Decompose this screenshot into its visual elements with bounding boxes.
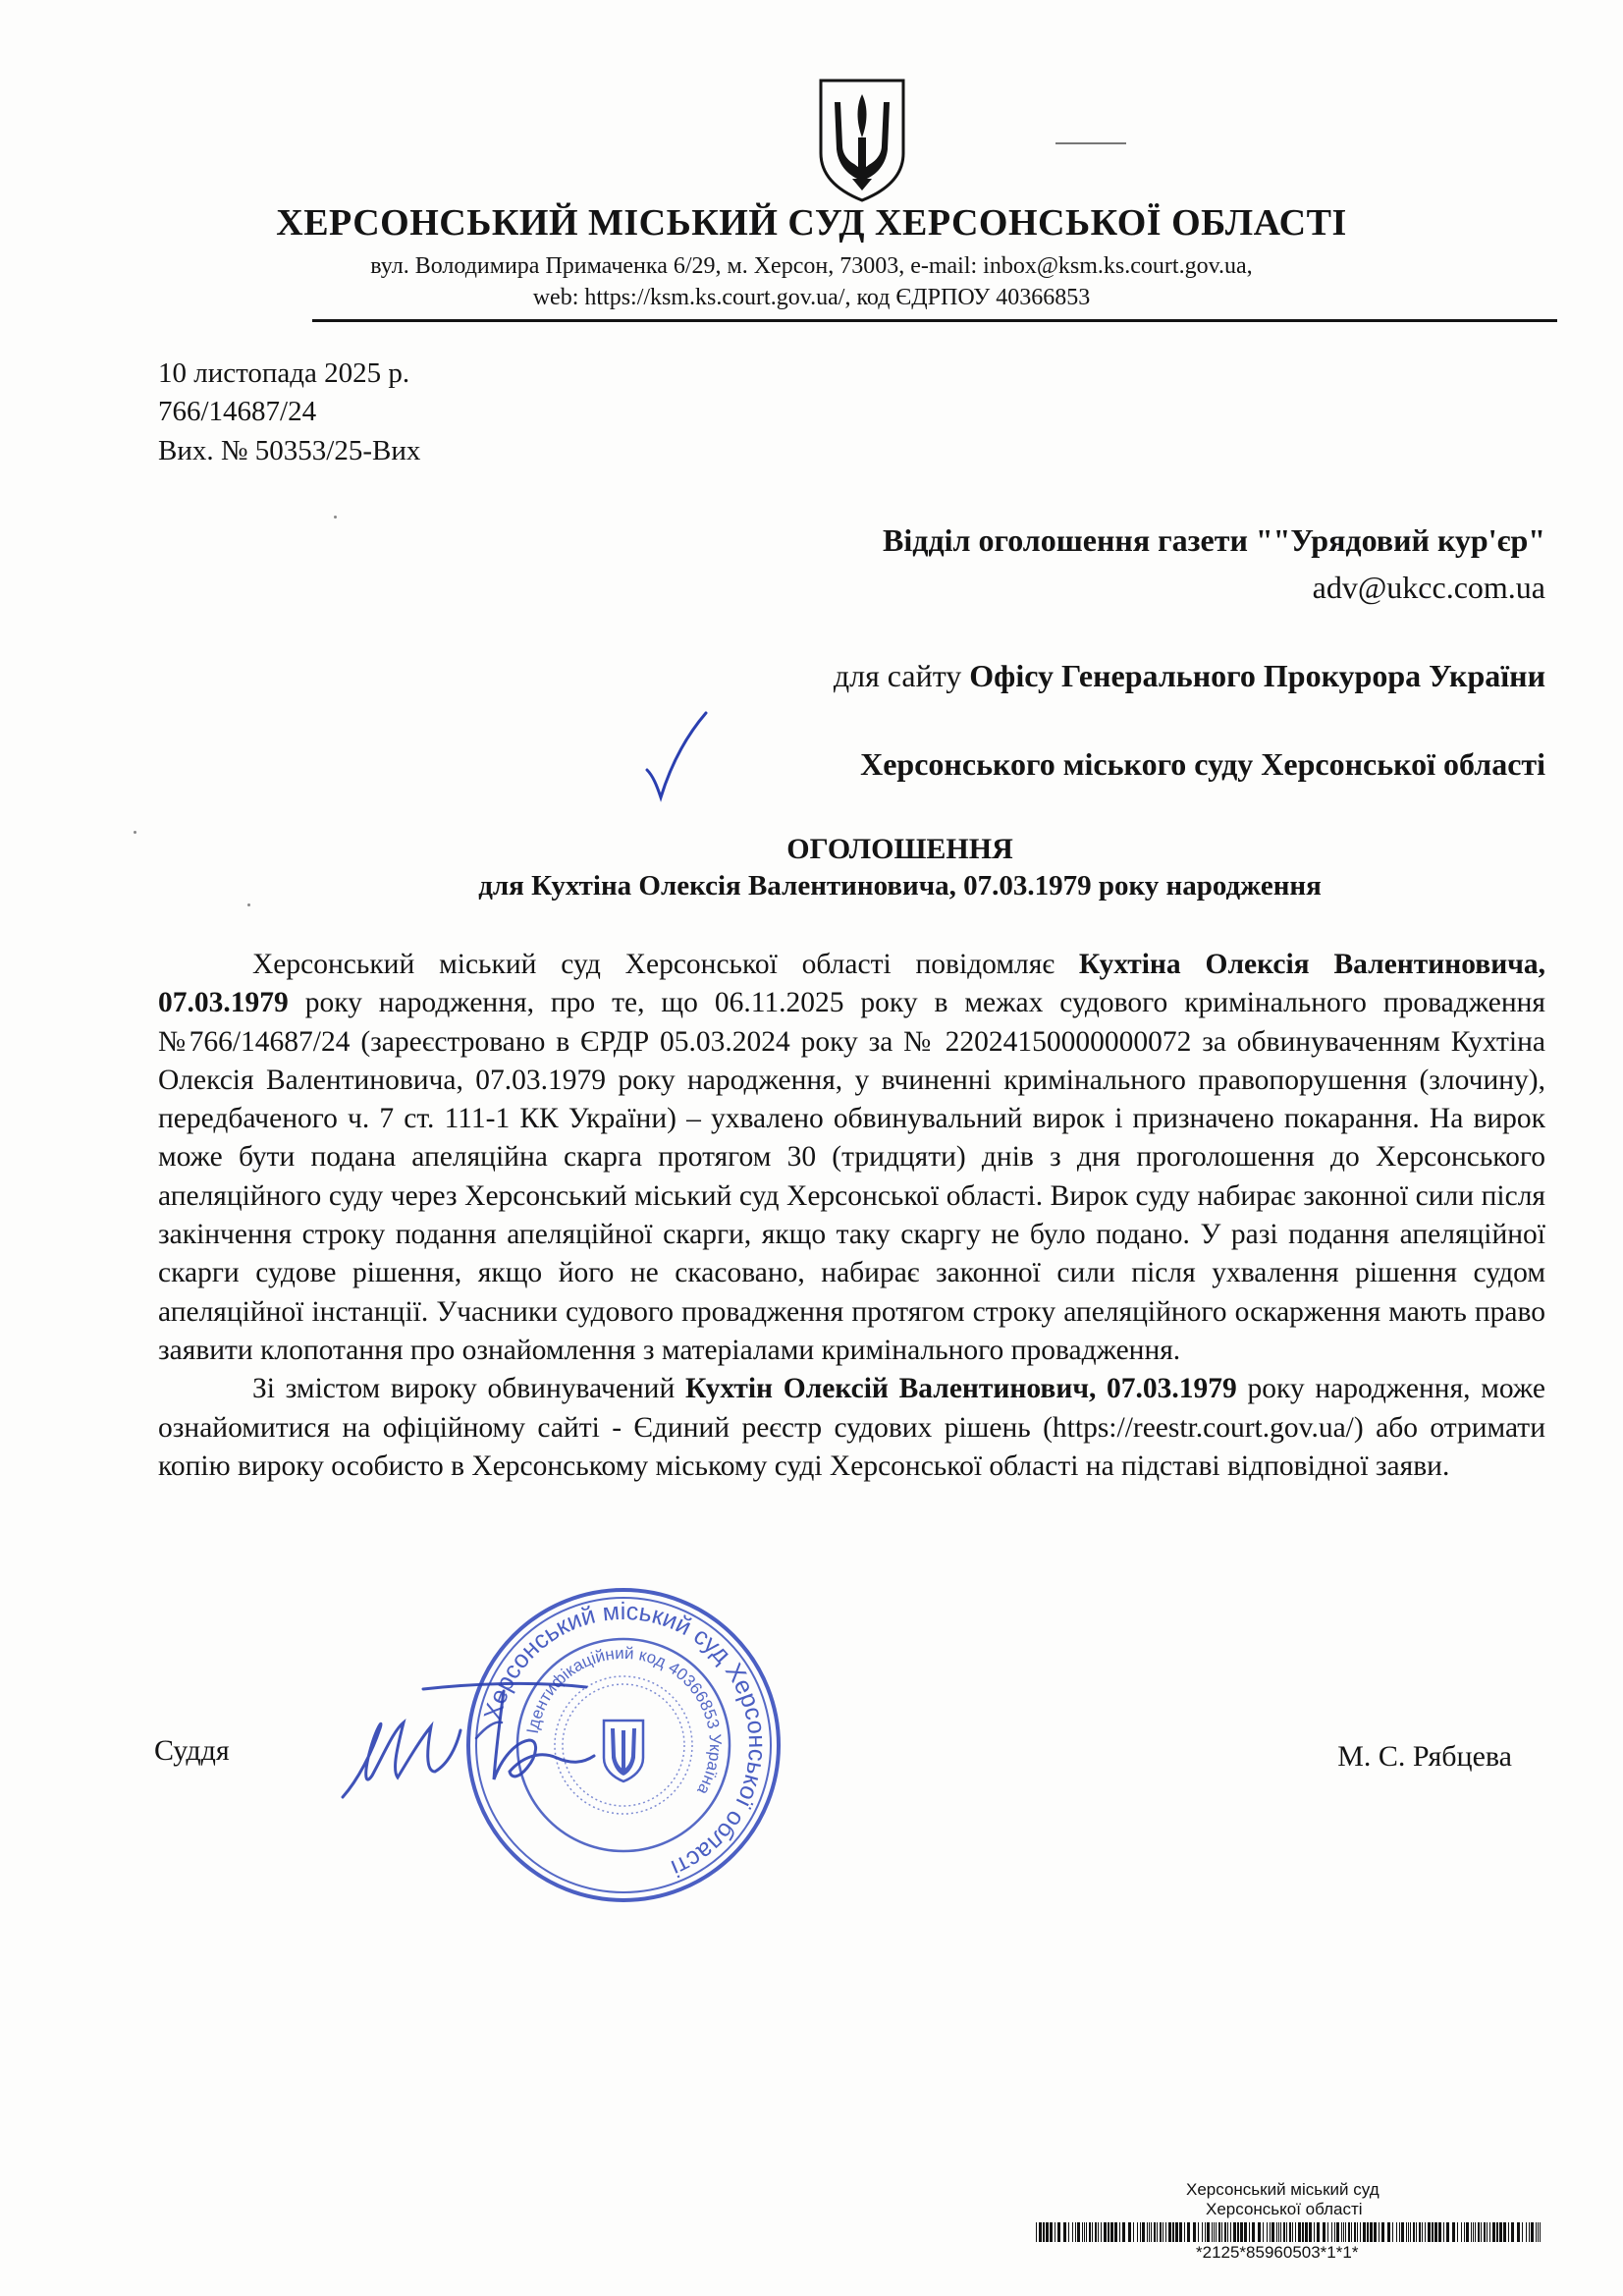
barcode-bar bbox=[1289, 2222, 1291, 2242]
barcode-bar bbox=[1432, 2222, 1434, 2242]
barcode-bar bbox=[1360, 2222, 1361, 2242]
barcode-bar bbox=[1168, 2222, 1171, 2242]
barcode-bar bbox=[1108, 2222, 1109, 2242]
seal-inner-text: Ідентифікаційний код 40366853 Україна bbox=[522, 1643, 726, 1798]
announcement-body bbox=[158, 946, 1545, 1486]
barcode-bar bbox=[1128, 2222, 1131, 2242]
barcode-bar bbox=[1095, 2222, 1097, 2242]
barcode-bar bbox=[1263, 2222, 1264, 2242]
barcode-bar bbox=[1292, 2222, 1293, 2242]
barcode-bar bbox=[1198, 2222, 1199, 2242]
barcode-bar bbox=[1457, 2222, 1458, 2242]
barcode-bar bbox=[1165, 2222, 1166, 2242]
barcode-bar bbox=[1046, 2222, 1049, 2242]
barcode-bar bbox=[1531, 2222, 1534, 2242]
barcode-bar bbox=[1104, 2222, 1107, 2242]
barcode-bar bbox=[1473, 2222, 1474, 2242]
recipient-newspaper-email: adv@ukcc.com.ua bbox=[1312, 570, 1545, 605]
barcode-bar bbox=[1043, 2222, 1045, 2242]
barcode-bar bbox=[1101, 2222, 1102, 2242]
scan-artifact bbox=[1055, 142, 1126, 144]
barcode-bar bbox=[1252, 2222, 1255, 2242]
scan-speck bbox=[247, 903, 250, 906]
barcode-bar bbox=[1221, 2222, 1222, 2242]
barcode-bar bbox=[1471, 2222, 1472, 2242]
barcode-bar bbox=[1184, 2222, 1185, 2242]
barcode-bar bbox=[1154, 2222, 1156, 2242]
barcode-bar bbox=[1503, 2222, 1506, 2242]
barcode-bar bbox=[1160, 2222, 1162, 2242]
barcode-bar bbox=[1336, 2222, 1339, 2242]
barcode-bar bbox=[1110, 2222, 1113, 2242]
barcode-bar bbox=[1140, 2222, 1141, 2242]
barcode-bar bbox=[1489, 2222, 1490, 2242]
barcode-bar bbox=[1345, 2222, 1346, 2242]
barcode-bar bbox=[1205, 2222, 1206, 2242]
barcode-bar bbox=[1396, 2222, 1397, 2242]
barcode-bar bbox=[1193, 2222, 1196, 2242]
barcode-bar bbox=[1367, 2222, 1369, 2242]
barcode-bar bbox=[1283, 2222, 1285, 2242]
barcode-bar bbox=[1179, 2222, 1182, 2242]
barcode-bar bbox=[1452, 2222, 1455, 2242]
barcode-bar bbox=[1461, 2222, 1462, 2242]
barcode-bar bbox=[1122, 2222, 1125, 2242]
barcode-bar bbox=[1119, 2222, 1120, 2242]
barcode-number: *2125*85960503*1*1* bbox=[1196, 2243, 1359, 2262]
barcode-bar bbox=[1267, 2222, 1268, 2242]
barcode-bar bbox=[1142, 2222, 1145, 2242]
barcode-bar bbox=[1305, 2222, 1308, 2242]
barcode-label-court: Херсонський міський суд bbox=[1186, 2180, 1380, 2199]
barcode-bar bbox=[1529, 2222, 1530, 2242]
barcode-bar bbox=[1214, 2222, 1215, 2242]
signer-name: М. С. Рябцева bbox=[1337, 1740, 1512, 1773]
barcode-bar bbox=[1526, 2222, 1527, 2242]
barcode-bar bbox=[1464, 2222, 1465, 2242]
barcode-bar bbox=[1484, 2222, 1486, 2242]
barcode-bar bbox=[1508, 2222, 1509, 2242]
barcode-bar bbox=[1075, 2222, 1076, 2242]
barcode-bar bbox=[1413, 2222, 1415, 2242]
paragraph: Зі змістом вироку обвинувачений Кухтін Олексій Валентинович, 07.03.1979 року народження, може ознайомитися на офіційному сайті - Єдиний реєстр судових рішень (https://reestr.court.gov.ua/) або отримати копію вироку особисто в Херсонському міському суді Херсонської області на підставі відповідної заяви. bbox=[158, 1373, 1545, 1482]
barcode-bar bbox=[1218, 2222, 1220, 2242]
announcement-subtitle: для Кухтіна Олексія Валентиновича, 07.03.1979 року народження bbox=[478, 870, 1322, 902]
barcode-bar bbox=[1258, 2222, 1261, 2242]
checkmark-icon bbox=[643, 707, 712, 805]
signature bbox=[329, 1669, 653, 1827]
letter-date: 10 листопада 2025 р. bbox=[158, 357, 410, 389]
barcode-bar bbox=[1443, 2222, 1444, 2242]
barcode-bar bbox=[1084, 2222, 1085, 2242]
barcode-bar bbox=[1063, 2222, 1066, 2242]
barcode-bar bbox=[1039, 2222, 1042, 2242]
court-address-line: вул. Володимира Примаченка 6/29, м. Херсон, 73003, e-mail: inbox@ksm.ks.court.gov.ua, bbox=[370, 253, 1253, 279]
barcode-bar bbox=[1399, 2222, 1400, 2242]
barcode-bar bbox=[1212, 2222, 1213, 2242]
barcode-bar bbox=[1207, 2222, 1210, 2242]
barcode-bar bbox=[1077, 2222, 1080, 2242]
barcode-bar bbox=[1092, 2222, 1093, 2242]
barcode-bar bbox=[1230, 2222, 1231, 2242]
barcode-bar bbox=[1538, 2222, 1539, 2242]
barcode-bar bbox=[1428, 2222, 1431, 2242]
barcode-bar bbox=[1249, 2222, 1250, 2242]
barcode-bar bbox=[1341, 2222, 1342, 2242]
barcode-bar bbox=[1357, 2222, 1358, 2242]
barcode-bar bbox=[1475, 2222, 1476, 2242]
barcode-bar bbox=[1157, 2222, 1158, 2242]
seal-outer-text: Херсонський міський суд Херсонської області bbox=[478, 1597, 772, 1883]
barcode-bar bbox=[1446, 2222, 1449, 2242]
recipient-prosecutor: для сайту Офісу Генерального Прокурора України bbox=[833, 658, 1545, 693]
barcode-bar bbox=[1233, 2222, 1236, 2242]
barcode-bar bbox=[1068, 2222, 1069, 2242]
barcode-bar bbox=[1327, 2222, 1328, 2242]
barcode-bar bbox=[1298, 2222, 1301, 2242]
barcode-bar bbox=[1406, 2222, 1407, 2242]
barcode-bar bbox=[1050, 2222, 1053, 2242]
signer-role: Суддя bbox=[154, 1734, 230, 1767]
barcode-bar bbox=[1036, 2222, 1037, 2242]
barcode-bar bbox=[1487, 2222, 1488, 2242]
barcode-bar bbox=[1175, 2222, 1178, 2242]
barcode-bar bbox=[1348, 2222, 1350, 2242]
barcode-bar bbox=[1374, 2222, 1377, 2242]
barcode-label-region: Херсонської області bbox=[1206, 2200, 1363, 2218]
barcode-bar bbox=[1057, 2222, 1060, 2242]
barcode-bar bbox=[1323, 2222, 1325, 2242]
barcode-bar bbox=[1317, 2222, 1320, 2242]
barcode-bar bbox=[1354, 2222, 1356, 2242]
barcode-bar bbox=[1227, 2222, 1228, 2242]
barcode-bar bbox=[1309, 2222, 1312, 2242]
barcode-bar bbox=[1387, 2222, 1390, 2242]
barcode-bar bbox=[1481, 2222, 1482, 2242]
barcode-bar bbox=[1434, 2222, 1437, 2242]
announcement-title: ОГОЛОШЕННЯ bbox=[786, 833, 1013, 865]
barcode-bar bbox=[1149, 2222, 1150, 2242]
barcode-bar bbox=[1137, 2222, 1138, 2242]
barcode-bar bbox=[1381, 2222, 1384, 2242]
barcode-bar bbox=[1392, 2222, 1393, 2242]
barcode-bar bbox=[1363, 2222, 1366, 2242]
barcode-bar bbox=[1151, 2222, 1152, 2242]
barcode-bar bbox=[1401, 2222, 1404, 2242]
barcode-bar bbox=[1422, 2222, 1423, 2242]
barcode-bar bbox=[1438, 2222, 1441, 2242]
barcode-bar bbox=[1425, 2222, 1426, 2242]
barcode-bar bbox=[1089, 2222, 1091, 2242]
barcode-bar bbox=[1410, 2222, 1411, 2242]
barcode-bar bbox=[1224, 2222, 1226, 2242]
barcode-bar bbox=[1370, 2222, 1373, 2242]
barcode-bar bbox=[1271, 2222, 1274, 2242]
barcode-bar bbox=[1244, 2222, 1247, 2242]
barcode-bar bbox=[1278, 2222, 1279, 2242]
barcode-bar bbox=[1416, 2222, 1417, 2242]
barcode-bar bbox=[1540, 2222, 1541, 2242]
barcode-bar bbox=[1302, 2222, 1304, 2242]
barcode-bar bbox=[1286, 2222, 1287, 2242]
barcode-bar bbox=[1522, 2222, 1523, 2242]
scan-speck bbox=[334, 516, 337, 519]
barcode-bar bbox=[1202, 2222, 1203, 2242]
court-web-line: web: https://ksm.ks.court.gov.ua/, код ЄДРПОУ 40366853 bbox=[532, 285, 1091, 310]
barcode-bar bbox=[1331, 2222, 1332, 2242]
barcode-bar bbox=[1172, 2222, 1174, 2242]
barcode-bar bbox=[1334, 2222, 1335, 2242]
recipient-newspaper: Відділ оголошення газети ""Урядовий кур'єр" bbox=[883, 522, 1545, 558]
barcode-bar bbox=[1237, 2222, 1239, 2242]
barcode-bar bbox=[1280, 2222, 1281, 2242]
barcode-bar bbox=[1492, 2222, 1495, 2242]
court-title: ХЕРСОНСЬКИЙ МІСЬКИЙ СУД ХЕРСОНСЬКОЇ ОБЛАСТІ bbox=[276, 202, 1347, 244]
recipient-court-site: Херсонського міського суду Херсонської області bbox=[860, 746, 1545, 782]
case-number: 766/14687/24 bbox=[158, 396, 317, 427]
barcode-bar bbox=[1295, 2222, 1296, 2242]
paragraph: Херсонський міський суд Херсонської області повідомляє Кухтіна Олексія Валентиновича, 07.03.1979 року народження, про те, що 06.11.2025 року в межах судового кримінального провадження №766/14687/24 (зареєстровано в ЄРДР 05.03.2024 року за № 22024150000000072 за обвинуваченням Кухтіна Олексія Валентиновича, 07.03.1979 року народження, у вчиненні кримінального правопорушення (злочину), передбаченого ч. 7 ст. 111-1 КК України) – ухвалено обвинувальний вирок і призначено покарання. На вирок може бути подана апеляційна скарга протягом 30 (тридцяти) днів з дня проголошення до Херсонського апеляційного суду через Херсонський міський суд Херсонської області. Вирок суду набирає законної сили після закінчення строку подання апеляційної скарги, якщо таку скаргу не було подано. У разі подання апеляційної скарги судове рішення, якщо його не скасовано, набирає законної сили після ухвалення рішення судом апеляційної інстанції. Учасники судового провадження протягом строку апеляційного оскарження мають право заявити клопотання про ознайомлення з матеріалами кримінального провадження. bbox=[158, 949, 1545, 1366]
accused-name: Кухтіна Олексія Валентиновича, 07.03.1979 bbox=[158, 949, 1545, 1019]
barcode-bar bbox=[1187, 2222, 1190, 2242]
barcode-bar bbox=[1379, 2222, 1380, 2242]
outgoing-number: Вих. № 50353/25-Вих bbox=[158, 435, 421, 466]
barcode-bar bbox=[1343, 2222, 1344, 2242]
barcode-bar bbox=[1082, 2222, 1083, 2242]
barcode-bar bbox=[1351, 2222, 1352, 2242]
barcode-bar bbox=[1147, 2222, 1148, 2242]
barcode-bar bbox=[1511, 2222, 1514, 2242]
accused-name: Кухтін Олексій Валентинович, 07.03.1979 bbox=[684, 1373, 1237, 1405]
barcode-bar bbox=[1496, 2222, 1498, 2242]
barcode-bar bbox=[1499, 2222, 1502, 2242]
barcode-bar bbox=[1314, 2222, 1315, 2242]
barcode-bar bbox=[1072, 2222, 1073, 2242]
barcode-bar bbox=[1536, 2222, 1537, 2242]
barcode-bar bbox=[1270, 2222, 1271, 2242]
barcode-bar bbox=[1517, 2222, 1520, 2242]
coat-of-arms-icon bbox=[813, 77, 911, 204]
barcode-bar bbox=[1408, 2222, 1409, 2242]
barcode-bar bbox=[1478, 2222, 1480, 2242]
header-divider bbox=[312, 319, 1557, 322]
barcode-bar bbox=[1098, 2222, 1099, 2242]
barcode bbox=[1036, 2222, 1546, 2242]
barcode-bar bbox=[1216, 2222, 1217, 2242]
barcode-bar bbox=[1086, 2222, 1087, 2242]
barcode-bar bbox=[1276, 2222, 1277, 2242]
barcode-bar bbox=[1419, 2222, 1421, 2242]
barcode-bar bbox=[1240, 2222, 1243, 2242]
barcode-bar bbox=[1133, 2222, 1134, 2242]
barcode-bar bbox=[1114, 2222, 1117, 2242]
barcode-bar bbox=[1466, 2222, 1469, 2242]
